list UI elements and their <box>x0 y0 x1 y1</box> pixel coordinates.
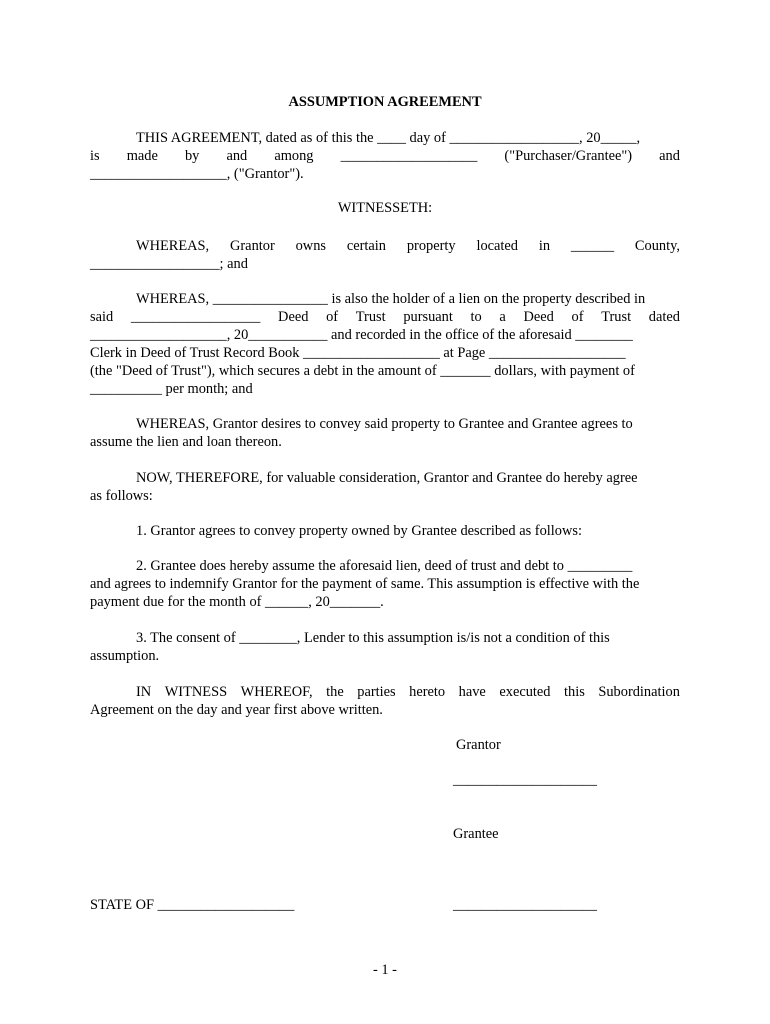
whereas-3-line-2: assume the lien and loan thereon. <box>90 434 282 450</box>
whereas-1-line-1: WHEREAS, Grantor owns certain property located in ______ County, <box>136 238 680 254</box>
document-title: ASSUMPTION AGREEMENT <box>288 94 482 110</box>
item-2-line-2: and agrees to indemnify Grantor for the payment of same. This assumption is effective with the <box>90 576 640 592</box>
item-3-line-2: assumption. <box>90 648 160 664</box>
grantor-label: Grantor <box>456 737 501 753</box>
grantee-label: Grantee <box>453 826 499 842</box>
whereas-3-paragraph <box>90 415 680 451</box>
whereas-2-line-2: said __________________ Deed of Trust pursuant to a Deed of Trust dated <box>90 309 680 325</box>
whereas-2-line-4: Clerk in Deed of Trust Record Book ___________________ at Page ___________________ <box>90 345 626 361</box>
whereas-2-line-3: ___________________, 20___________ and recorded in the office of the aforesaid ________ <box>90 327 633 343</box>
item-3-paragraph <box>90 629 680 665</box>
item-2-line-3: payment due for the month of ______, 20_______. <box>90 594 384 610</box>
in-witness-line-2: Agreement on the day and year first above written. <box>90 702 383 718</box>
intro-paragraph <box>90 129 680 183</box>
intro-line-2: is made by and among ___________________ ("Purchaser/Grantee") and <box>90 148 680 164</box>
whereas-2-line-5: (the "Deed of Trust"), which secures a debt in the amount of _______ dollars, with payment of <box>90 363 635 379</box>
item-2-line-1: 2. Grantee does hereby assume the aforesaid lien, deed of trust and debt to _________ <box>136 558 633 574</box>
item-1-paragraph <box>90 522 680 540</box>
item-2-paragraph <box>90 557 680 611</box>
whereas-1-paragraph <box>90 237 680 273</box>
grantor-signature-line: ____________________ <box>453 772 597 788</box>
now-therefore-line-2: as follows: <box>90 488 153 504</box>
whereas-3-line-1: WHEREAS, Grantor desires to convey said property to Grantee and Grantee agrees to <box>136 416 633 432</box>
item-3-line-1: 3. The consent of ________, Lender to this assumption is/is not a condition of this <box>136 630 610 646</box>
page-number: - 1 - <box>373 962 397 978</box>
now-therefore-line-1: NOW, THEREFORE, for valuable consideration, Grantor and Grantee do hereby agree <box>136 470 638 486</box>
in-witness-paragraph <box>90 683 680 719</box>
now-therefore-paragraph <box>90 469 680 505</box>
grantee-signature-line: ____________________ <box>453 897 597 913</box>
item-1-line: 1. Grantor agrees to convey property owned by Grantee described as follows: <box>136 523 582 539</box>
whereas-2-paragraph <box>90 290 680 398</box>
intro-line-1: THIS AGREEMENT, dated as of this the ____ day of __________________, 20_____, <box>136 130 641 146</box>
state-of-line: STATE OF ___________________ <box>90 897 295 913</box>
whereas-2-line-6: __________ per month; and <box>90 381 253 397</box>
whereas-2-line-1: WHEREAS, ________________ is also the holder of a lien on the property described in <box>136 291 646 307</box>
whereas-1-line-2: __________________; and <box>90 256 248 272</box>
witnesseth-heading: WITNESSETH: <box>337 200 433 216</box>
intro-line-3: ___________________, ("Grantor"). <box>90 166 304 182</box>
in-witness-line-1: IN WITNESS WHEREOF, the parties hereto have executed this Subordination <box>136 684 680 700</box>
